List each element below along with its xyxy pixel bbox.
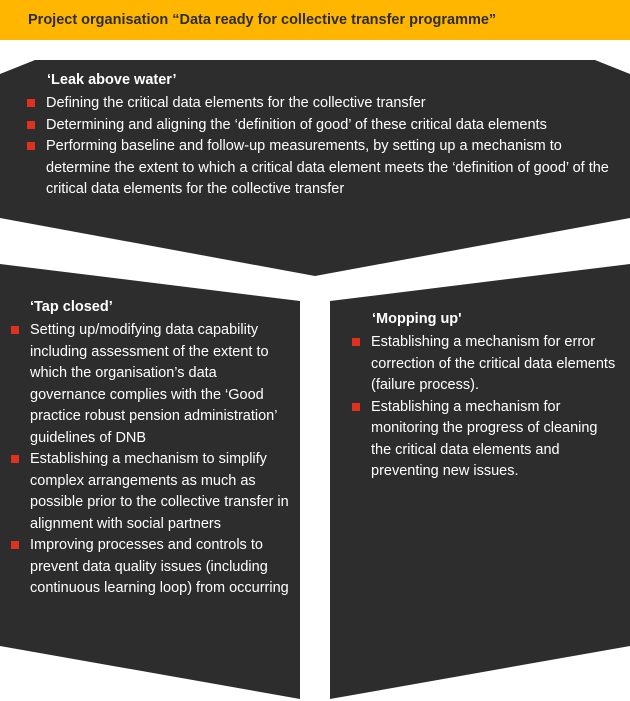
square-bullet-icon (352, 338, 360, 346)
list-item (352, 397, 618, 483)
panel-title: ‘Tap closed’ (30, 299, 113, 315)
square-bullet-icon (27, 121, 35, 129)
panel-tap-closed (11, 297, 295, 600)
list-item-text: Improving processes and controls to prevent data quality issues (including continuous learning loop) from occurring (30, 537, 289, 596)
square-bullet-icon (11, 455, 19, 463)
list-item-text: Establishing a mechanism for monitoring the progress of cleaning the critical data elements and preventing new issues. (371, 398, 598, 479)
list-item-text: Establishing a mechanism for error correction of the critical data elements (failure process). (371, 334, 616, 393)
panel-leak-above-water (27, 70, 622, 201)
list-item-text: Setting up/modifying data capability including assessment of the extent to which the organisation’s data governance complies with the ‘Good practice robust pension administration’ guidelines of DNB (30, 322, 277, 446)
square-bullet-icon (27, 142, 35, 150)
square-bullet-icon (352, 403, 360, 411)
bullet-list (11, 320, 295, 600)
square-bullet-icon (11, 326, 19, 334)
square-bullet-icon (11, 541, 19, 549)
list-item-text: Establishing a mechanism to simplify complex arrangements as much as possible prior to the collective transfer in alignment with social partners (30, 451, 289, 532)
list-item (11, 535, 295, 600)
list-item (27, 93, 622, 115)
list-item (27, 136, 622, 201)
list-item (11, 320, 295, 449)
square-bullet-icon (27, 99, 35, 107)
list-item-text: Defining the critical data elements for the collective transfer (46, 95, 426, 111)
panel-title: ‘Mopping up' (372, 311, 462, 327)
list-item (352, 332, 618, 397)
panel-mopping-up (352, 309, 618, 483)
list-item (11, 449, 295, 535)
bullet-list (352, 332, 618, 483)
list-item (27, 115, 622, 137)
banner-title: Project organisation “Data ready for collective transfer programme” (28, 12, 497, 28)
panel-title: ‘Leak above water’ (47, 72, 177, 88)
list-item-text: Performing baseline and follow-up measurements, by setting up a mechanism to determine the extent to which a critical data element meets the ‘definition of good’ of the critical data elements for the collective transfer (46, 138, 609, 197)
bullet-list (27, 93, 622, 201)
list-item-text: Determining and aligning the ‘definition of good’ of these critical data elements (46, 116, 547, 133)
